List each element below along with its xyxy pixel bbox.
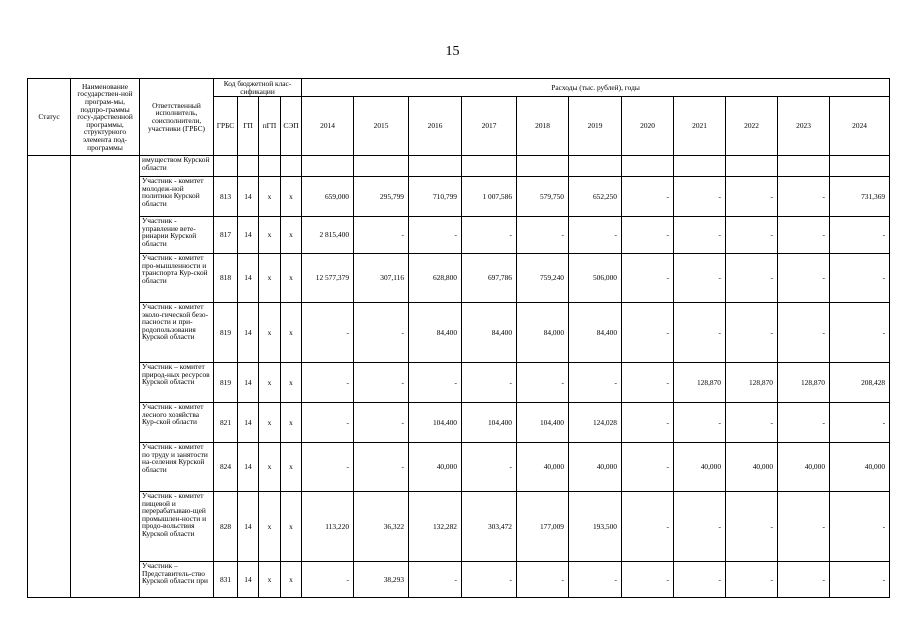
- expense-value-cell: [569, 156, 622, 177]
- expense-value-cell: -: [302, 363, 354, 403]
- table-row: [28, 217, 890, 254]
- program-name-cell: [71, 156, 140, 598]
- expense-value-cell: -: [462, 217, 517, 254]
- expense-value-cell: 104,400: [517, 403, 569, 443]
- table-row: [28, 254, 890, 303]
- header-year: 2016: [409, 97, 462, 156]
- expense-value-cell: -: [726, 492, 778, 562]
- table-row: [28, 156, 890, 177]
- header-year: 2021: [674, 97, 726, 156]
- expense-value-cell: 628,800: [409, 254, 462, 303]
- expense-value-cell: 40,000: [674, 443, 726, 492]
- expense-value-cell: 84,400: [569, 303, 622, 363]
- expense-value-cell: -: [462, 443, 517, 492]
- code-grbs-cell: 817: [214, 217, 238, 254]
- expense-value-cell: 40,000: [830, 443, 890, 492]
- code-grbs-cell: 831: [214, 562, 238, 598]
- code-gp-cell: 14: [238, 177, 259, 217]
- expense-value-cell: -: [622, 492, 674, 562]
- expense-value-cell: -: [726, 303, 778, 363]
- expense-value-cell: 307,116: [354, 254, 409, 303]
- expense-value-cell: 12 577,379: [302, 254, 354, 303]
- code-sep-cell: х: [281, 217, 302, 254]
- code-pgp-cell: х: [259, 403, 281, 443]
- expense-value-cell: -: [778, 492, 830, 562]
- table-row: [28, 403, 890, 443]
- code-sep-cell: х: [281, 403, 302, 443]
- expense-value-cell: -: [726, 177, 778, 217]
- expense-value-cell: [726, 156, 778, 177]
- code-pgp-cell: х: [259, 177, 281, 217]
- expense-value-cell: 1 007,586: [462, 177, 517, 217]
- expense-value-cell: [409, 156, 462, 177]
- expense-value-cell: [354, 156, 409, 177]
- executor-cell: Участник - комитет по труду и занятости на-селения Курской области: [140, 443, 214, 492]
- expense-value-cell: -: [462, 363, 517, 403]
- expense-value-cell: -: [354, 303, 409, 363]
- expense-value-cell: 193,500: [569, 492, 622, 562]
- expense-value-cell: [778, 156, 830, 177]
- expense-value-cell: -: [622, 303, 674, 363]
- expense-value-cell: 84,000: [517, 303, 569, 363]
- code-pgp-cell: [259, 156, 281, 177]
- table-row: [28, 303, 890, 363]
- code-pgp-cell: х: [259, 363, 281, 403]
- expense-value-cell: [302, 156, 354, 177]
- expense-value-cell: 579,750: [517, 177, 569, 217]
- header-year: 2017: [462, 97, 517, 156]
- expense-value-cell: -: [354, 443, 409, 492]
- code-sep-cell: [281, 156, 302, 177]
- expense-value-cell: -: [462, 562, 517, 598]
- executor-cell: Участник - комитет эколо-гической безо-пасности и при-родопользования Курской области: [140, 303, 214, 363]
- table-row: [28, 492, 890, 562]
- code-gp-cell: [238, 156, 259, 177]
- expense-value-cell: 40,000: [778, 443, 830, 492]
- header-year: 2019: [569, 97, 622, 156]
- expense-value-cell: -: [409, 363, 462, 403]
- code-gp-cell: 14: [238, 217, 259, 254]
- header-year: 2023: [778, 97, 830, 156]
- expense-value-cell: -: [778, 562, 830, 598]
- expense-value-cell: [462, 156, 517, 177]
- header-code-column: СЭП: [281, 97, 302, 156]
- expense-value-cell: 710,799: [409, 177, 462, 217]
- code-gp-cell: 14: [238, 492, 259, 562]
- expense-value-cell: -: [409, 217, 462, 254]
- expense-value-cell: 652,250: [569, 177, 622, 217]
- expense-value-cell: -: [569, 363, 622, 403]
- code-pgp-cell: х: [259, 303, 281, 363]
- expense-value-cell: -: [830, 217, 890, 254]
- expense-value-cell: 2 815,400: [302, 217, 354, 254]
- expense-value-cell: 731,369: [830, 177, 890, 217]
- expense-value-cell: -: [778, 403, 830, 443]
- code-gp-cell: 14: [238, 363, 259, 403]
- expense-value-cell: 36,322: [354, 492, 409, 562]
- expense-value-cell: -: [778, 177, 830, 217]
- expense-value-cell: -: [726, 217, 778, 254]
- expense-value-cell: 40,000: [569, 443, 622, 492]
- expense-value-cell: -: [354, 403, 409, 443]
- expense-value-cell: -: [302, 443, 354, 492]
- page-bottom-margin: [0, 598, 905, 640]
- expense-value-cell: -: [830, 303, 890, 363]
- code-grbs-cell: 813: [214, 177, 238, 217]
- expense-value-cell: -: [622, 217, 674, 254]
- code-grbs-cell: 819: [214, 363, 238, 403]
- executor-cell: Участник – Представитель-ство Курской области при: [140, 562, 214, 598]
- header-year: 2014: [302, 97, 354, 156]
- expense-value-cell: 84,400: [409, 303, 462, 363]
- expense-value-cell: -: [622, 562, 674, 598]
- expense-value-cell: -: [726, 403, 778, 443]
- expense-value-cell: -: [674, 177, 726, 217]
- code-gp-cell: 14: [238, 254, 259, 303]
- code-pgp-cell: х: [259, 443, 281, 492]
- header-program-name: Наименование государствен-ной програм-мы, подпро-граммы госу-дарственной программы, структурного элемента под-программы: [71, 79, 140, 156]
- table-row: [28, 562, 890, 598]
- executor-cell: Участник - комитет лесного хозяйства Кур-ской области: [140, 403, 214, 443]
- header-year: 2015: [354, 97, 409, 156]
- expense-value-cell: -: [622, 254, 674, 303]
- page-number: 15: [445, 44, 460, 59]
- expense-value-cell: -: [354, 217, 409, 254]
- code-grbs-cell: [214, 156, 238, 177]
- executor-cell: Участник - комитет молодеж-ной политики Курской области: [140, 177, 214, 217]
- code-gp-cell: 14: [238, 443, 259, 492]
- expense-value-cell: -: [569, 217, 622, 254]
- expense-value-cell: 177,009: [517, 492, 569, 562]
- expense-value-cell: -: [517, 363, 569, 403]
- expense-value-cell: -: [830, 492, 890, 562]
- expense-value-cell: -: [622, 403, 674, 443]
- expense-value-cell: -: [674, 254, 726, 303]
- expense-value-cell: -: [569, 562, 622, 598]
- header-status: Статус: [28, 79, 71, 156]
- header-budget-code: Код бюджетной клас-сификации: [214, 79, 302, 97]
- expense-value-cell: 40,000: [409, 443, 462, 492]
- code-grbs-cell: 821: [214, 403, 238, 443]
- code-gp-cell: 14: [238, 562, 259, 598]
- expense-value-cell: 295,799: [354, 177, 409, 217]
- code-grbs-cell: 824: [214, 443, 238, 492]
- expense-value-cell: [830, 156, 890, 177]
- expense-value-cell: -: [622, 443, 674, 492]
- header-code-column: ГП: [238, 97, 259, 156]
- expense-value-cell: 303,472: [462, 492, 517, 562]
- expense-value-cell: -: [726, 254, 778, 303]
- expense-value-cell: 113,220: [302, 492, 354, 562]
- expense-value-cell: -: [674, 562, 726, 598]
- expense-value-cell: -: [302, 562, 354, 598]
- code-sep-cell: х: [281, 363, 302, 403]
- executor-cell: Участник - управление вете-ринарии Курской области: [140, 217, 214, 254]
- code-grbs-cell: 819: [214, 303, 238, 363]
- header-executor: Ответственный исполнитель, соисполнители, участники (ГРБС): [140, 79, 214, 156]
- code-pgp-cell: х: [259, 562, 281, 598]
- expense-value-cell: -: [830, 254, 890, 303]
- expense-value-cell: 128,870: [674, 363, 726, 403]
- expense-value-cell: -: [674, 403, 726, 443]
- expense-value-cell: 659,000: [302, 177, 354, 217]
- expense-value-cell: 40,000: [726, 443, 778, 492]
- expense-value-cell: -: [517, 217, 569, 254]
- code-sep-cell: х: [281, 562, 302, 598]
- table-row: [28, 443, 890, 492]
- status-cell: [28, 156, 71, 598]
- expense-value-cell: 128,870: [778, 363, 830, 403]
- header-expenses: Расходы (тыс. рублей), годы: [302, 79, 890, 97]
- expense-value-cell: -: [830, 562, 890, 598]
- expense-value-cell: 104,400: [409, 403, 462, 443]
- expense-value-cell: 84,400: [462, 303, 517, 363]
- code-pgp-cell: х: [259, 492, 281, 562]
- code-pgp-cell: х: [259, 254, 281, 303]
- expense-value-cell: -: [830, 403, 890, 443]
- expense-value-cell: -: [726, 562, 778, 598]
- expense-value-cell: -: [778, 303, 830, 363]
- header-year: 2018: [517, 97, 569, 156]
- expense-value-cell: -: [622, 363, 674, 403]
- expense-value-cell: 506,000: [569, 254, 622, 303]
- code-gp-cell: 14: [238, 403, 259, 443]
- executor-cell: имуществом Курской области: [140, 156, 214, 177]
- expense-value-cell: -: [674, 303, 726, 363]
- expense-value-cell: -: [302, 303, 354, 363]
- header-year: 2024: [830, 97, 890, 156]
- expense-value-cell: -: [517, 562, 569, 598]
- header-code-column: пГП: [259, 97, 281, 156]
- code-sep-cell: х: [281, 303, 302, 363]
- expense-value-cell: 759,240: [517, 254, 569, 303]
- expense-value-cell: -: [778, 217, 830, 254]
- code-sep-cell: х: [281, 492, 302, 562]
- expense-value-cell: -: [674, 492, 726, 562]
- expense-value-cell: -: [302, 403, 354, 443]
- executor-cell: Участник – комитет природ-ных ресурсов Курской области: [140, 363, 214, 403]
- header-code-column: ГРБС: [214, 97, 238, 156]
- expense-value-cell: [674, 156, 726, 177]
- expense-value-cell: 208,428: [830, 363, 890, 403]
- code-grbs-cell: 828: [214, 492, 238, 562]
- expense-value-cell: 40,000: [517, 443, 569, 492]
- expense-value-cell: [622, 156, 674, 177]
- code-gp-cell: 14: [238, 303, 259, 363]
- budget-table: [27, 78, 890, 598]
- code-sep-cell: х: [281, 254, 302, 303]
- expense-value-cell: 38,293: [354, 562, 409, 598]
- expense-value-cell: 128,870: [726, 363, 778, 403]
- expense-value-cell: -: [674, 217, 726, 254]
- expense-value-cell: 104,400: [462, 403, 517, 443]
- expense-value-cell: 697,786: [462, 254, 517, 303]
- expense-value-cell: -: [409, 562, 462, 598]
- code-sep-cell: х: [281, 443, 302, 492]
- expense-value-cell: -: [354, 363, 409, 403]
- expense-value-cell: -: [622, 177, 674, 217]
- expense-value-cell: 124,028: [569, 403, 622, 443]
- code-grbs-cell: 818: [214, 254, 238, 303]
- expense-value-cell: -: [778, 254, 830, 303]
- table-row: [28, 363, 890, 403]
- code-pgp-cell: х: [259, 217, 281, 254]
- expense-value-cell: 132,282: [409, 492, 462, 562]
- code-sep-cell: х: [281, 177, 302, 217]
- executor-cell: Участник - комитет пищевой и перерабатываю-щей промышлен-ности и продо-вольствия Курской области: [140, 492, 214, 562]
- executor-cell: Участник - комитет про-мышленности и транспорта Кур-ской области: [140, 254, 214, 303]
- header-year: 2020: [622, 97, 674, 156]
- header-year: 2022: [726, 97, 778, 156]
- table-row: [28, 177, 890, 217]
- expense-value-cell: [517, 156, 569, 177]
